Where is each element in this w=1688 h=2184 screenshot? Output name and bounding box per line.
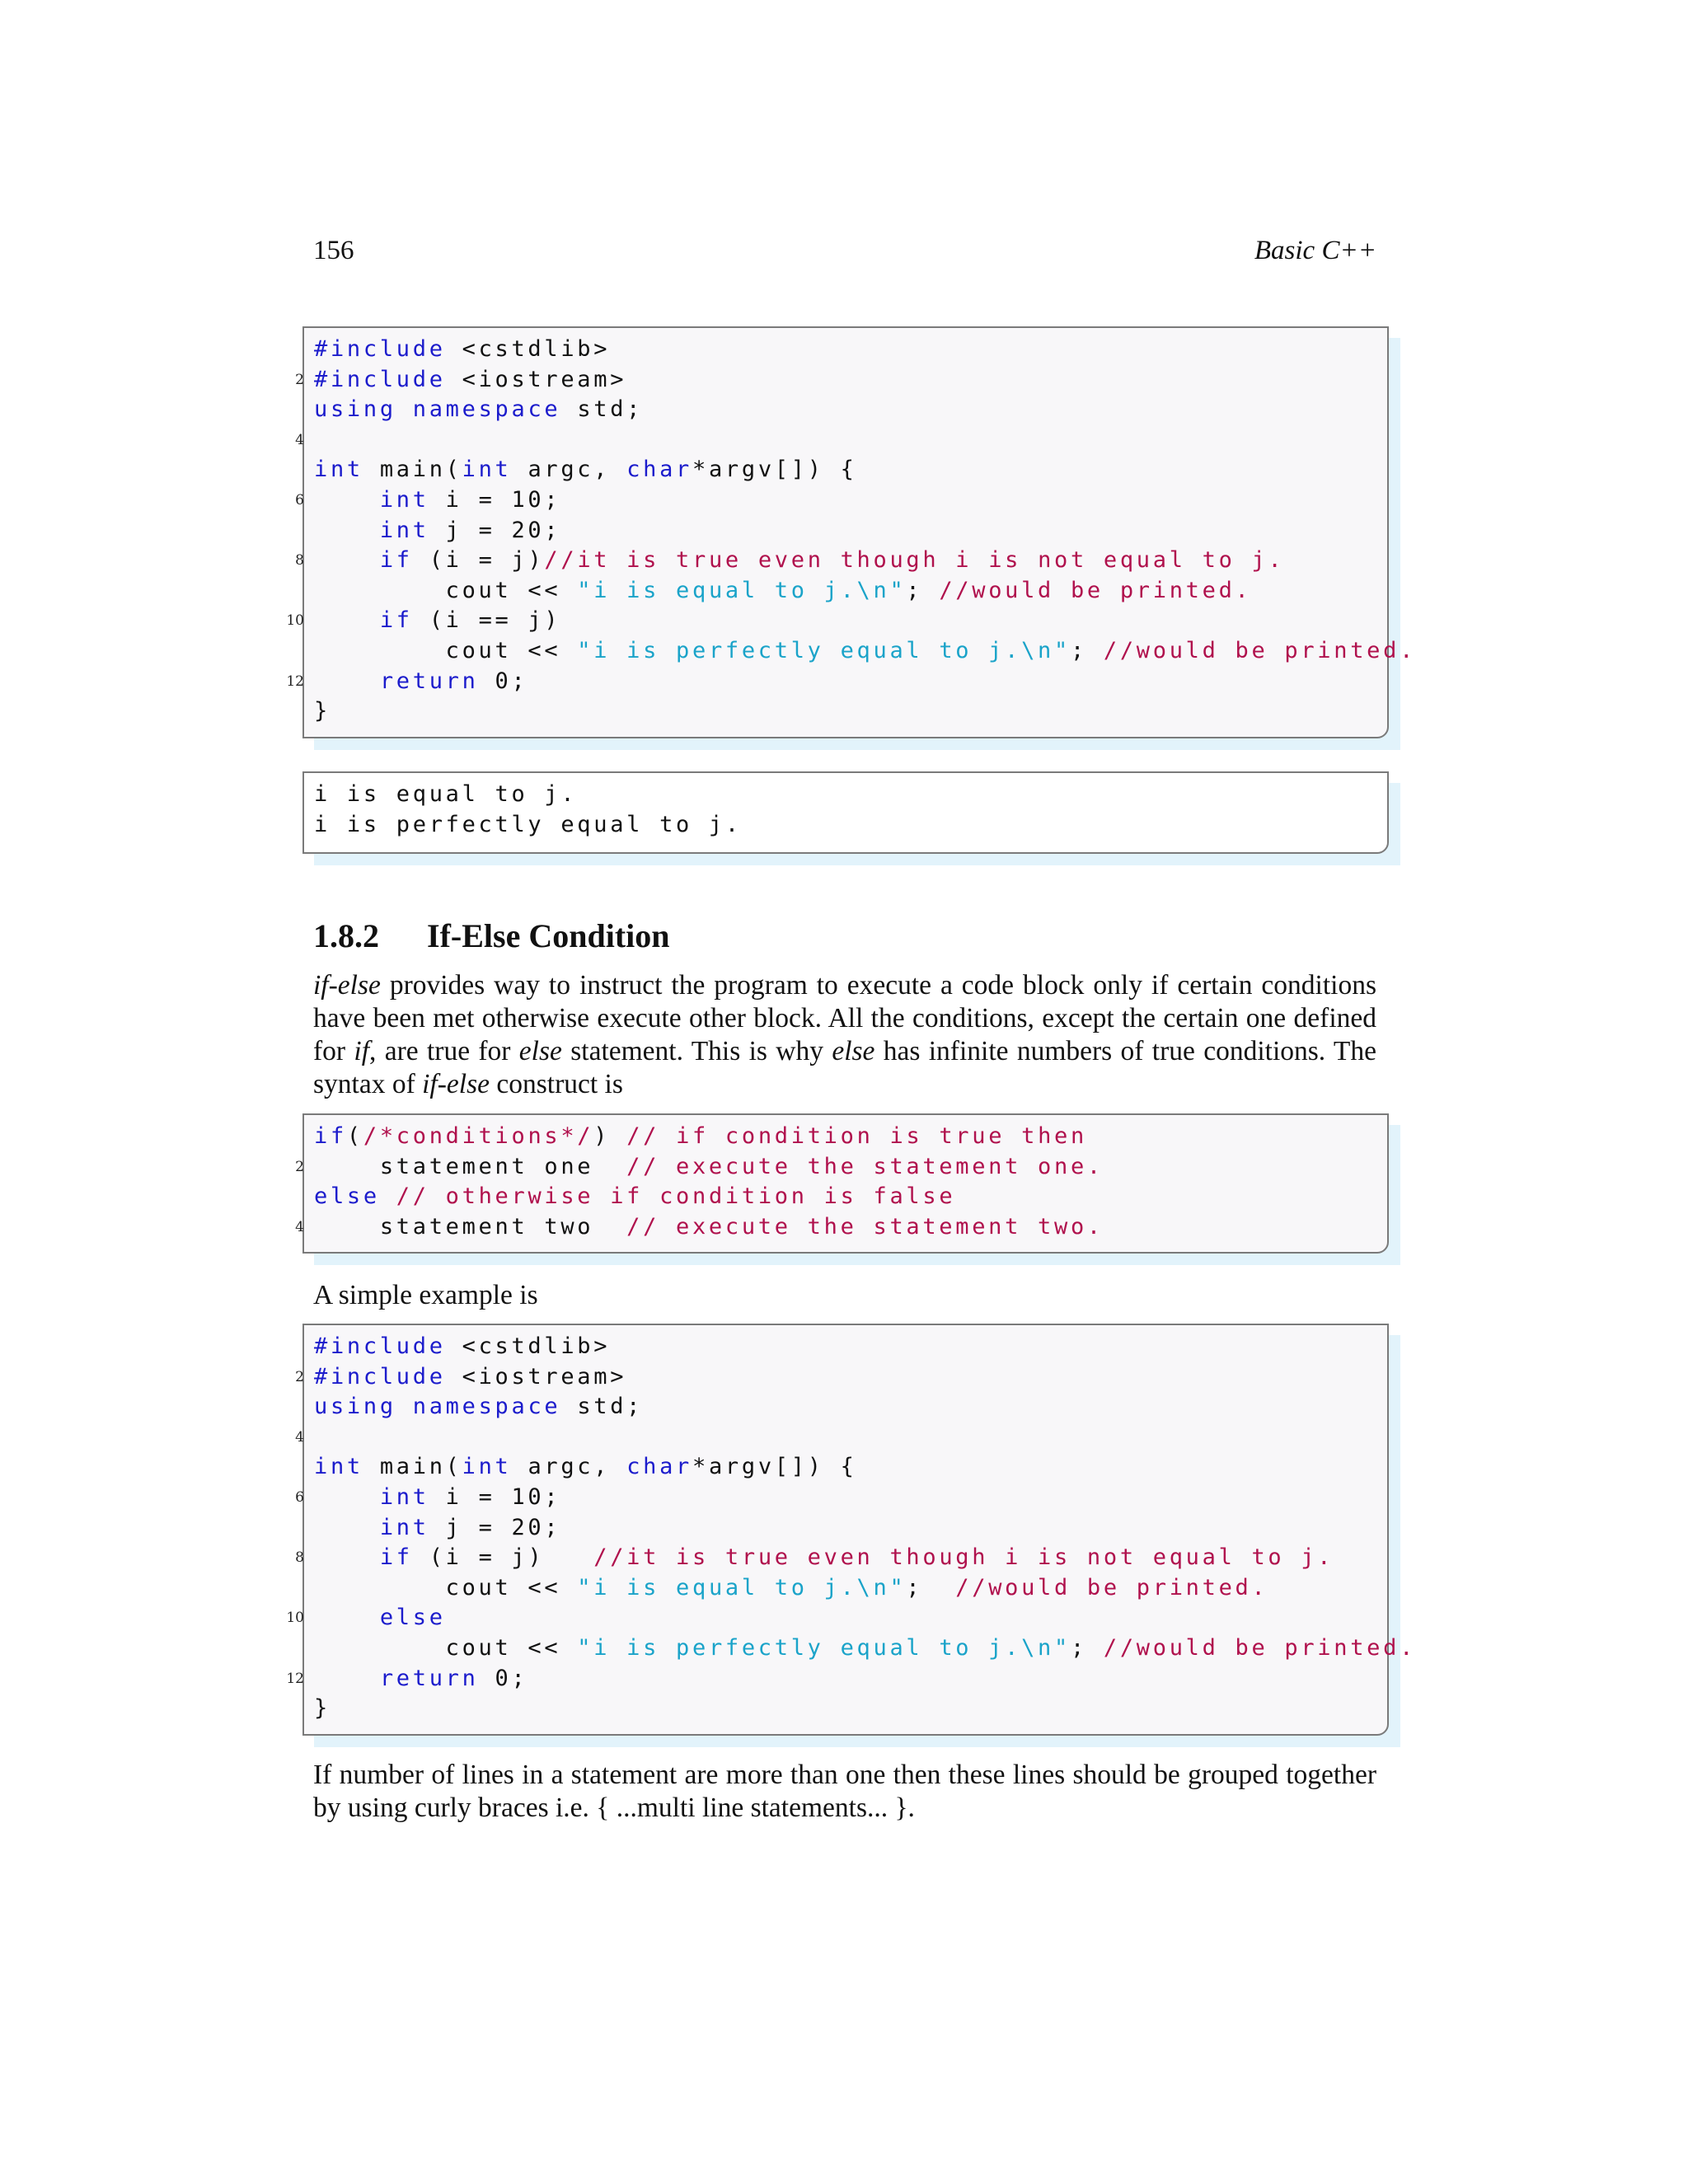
line-number: 10 (286, 612, 304, 630)
code-token: i = 10; (429, 1483, 561, 1510)
emphasis-text: if-else (313, 970, 381, 1001)
body-text: has infinite numbers of true conditions. The syntax of (313, 1036, 1376, 1099)
code-token: // execute the statement two. (626, 1213, 1104, 1240)
code-line (314, 1633, 1416, 1664)
section-title: If-Else Condition (427, 917, 670, 954)
line-number: 6 (295, 1488, 304, 1506)
code-line (295, 1543, 1416, 1573)
code-token (314, 1484, 380, 1510)
code-token: cout << (314, 637, 578, 663)
line-number: 2 (295, 1158, 304, 1175)
code-token: /*conditions*/ (363, 1123, 594, 1149)
code-token: using (314, 1394, 396, 1420)
code-line (314, 1392, 1416, 1422)
code-line (286, 667, 1416, 697)
running-title: Basic C++ (1254, 236, 1376, 265)
code-line (295, 425, 1416, 456)
code-line (286, 1603, 1416, 1633)
emphasis-text: if-else (422, 1069, 490, 1099)
code-token: (i = j) (412, 1544, 594, 1571)
code-token: ; (906, 577, 940, 603)
line-number: 4 (295, 431, 304, 448)
code-token (314, 1515, 380, 1540)
code-token: "i is perfectly equal to j.\n" (577, 1634, 1071, 1661)
code-token: #include (314, 1333, 446, 1359)
code-token: *argv[]) { (692, 1454, 857, 1480)
emphasis-text: if (354, 1036, 370, 1066)
code-token: #include (314, 366, 446, 392)
code-token: //would be printed. (1103, 637, 1417, 663)
code-token: statement two (314, 1213, 627, 1240)
code-token: *argv[]) { (692, 457, 857, 483)
code-token: ; (1070, 637, 1104, 663)
code-line (314, 1182, 1104, 1212)
code-token (314, 1605, 380, 1630)
code-token (314, 1544, 380, 1570)
code-token: (i = j) (412, 547, 545, 574)
code-token: //it is true even though i is not equal to j. (544, 547, 1285, 574)
code-token: argc, (511, 1454, 627, 1480)
code-line (295, 546, 1416, 576)
code-line (314, 1452, 1416, 1483)
code-token: int (314, 1454, 363, 1480)
code-line (314, 696, 1416, 727)
code-token: } (314, 1695, 331, 1722)
code-token: if (314, 1123, 347, 1149)
code-token (396, 1394, 413, 1419)
emphasis-text: else (518, 1036, 562, 1066)
code-token: 0; (478, 1665, 528, 1691)
code-token: if (379, 1544, 413, 1571)
code-line (286, 606, 1416, 636)
code-token: // if condition is true then (626, 1123, 1087, 1149)
code-token: int (379, 1483, 429, 1510)
code-token: <cstdlib> (445, 336, 611, 362)
body-text: A simple example is (313, 1280, 538, 1310)
paragraph-ifelse-intro (313, 969, 1376, 1101)
code-token: int (379, 1514, 429, 1540)
code-line (314, 1513, 1416, 1544)
code-token: //would be printed. (939, 577, 1252, 603)
line-number: 2 (295, 1368, 304, 1385)
code-token: else (379, 1605, 446, 1631)
code-line (314, 1573, 1416, 1604)
code-token: i is equal to j. (314, 781, 578, 807)
code-token: #include (314, 336, 446, 362)
code-token (314, 487, 380, 513)
program-output (302, 771, 1389, 854)
code-token: //it is true even though i is not equal to j. (593, 1544, 1334, 1571)
code-token: ; (1070, 1634, 1104, 1661)
code-token: int (314, 457, 363, 483)
code-token: // execute the statement one. (626, 1153, 1104, 1179)
code-line (314, 810, 742, 841)
code-token: main( (363, 457, 462, 483)
code-line (295, 1483, 1416, 1513)
code-token: <iostream> (445, 366, 627, 392)
code-token: "i is equal to j.\n" (577, 577, 907, 603)
code-token (314, 607, 380, 633)
code-token (314, 518, 380, 543)
code-token: namespace (412, 396, 561, 423)
line-number: 12 (286, 673, 304, 690)
code-token: char (626, 457, 693, 483)
body-text: If number of lines in a statement are more than one then these lines should be grouped together by using curly braces i.e. { ...multi line statements... }. (313, 1760, 1376, 1823)
page-number: 156 (313, 236, 354, 265)
emphasis-text: else (832, 1036, 875, 1066)
body-text: statement. This is why (561, 1036, 832, 1066)
code-token: #include (314, 1363, 446, 1390)
code-token: <cstdlib> (445, 1333, 611, 1359)
line-number: 8 (295, 552, 304, 569)
code-token: 0; (478, 668, 528, 694)
code-token: main( (363, 1454, 462, 1480)
line-number: 2 (295, 371, 304, 388)
code-token: j = 20; (429, 1514, 561, 1540)
code-line (295, 1212, 1104, 1243)
code-token: j = 20; (429, 517, 561, 543)
code-token: i = 10; (429, 486, 561, 513)
paragraph-curly-braces (313, 1759, 1376, 1825)
line-number: 12 (286, 1670, 304, 1687)
code-token: cout << (314, 1574, 578, 1601)
code-token (314, 668, 380, 694)
code-token: using (314, 396, 396, 423)
code-token: // otherwise if condition is false (396, 1183, 956, 1210)
code-token: "i is perfectly equal to j.\n" (577, 637, 1071, 663)
code-line (295, 1422, 1416, 1453)
section-number: 1.8.2 (313, 917, 379, 954)
code-token: ) (593, 1123, 627, 1149)
body-text: provides way to instruct the program to execute a code block only if certain conditions have been met otherwise execute other block. All the conditions, except the certain one defined for (313, 970, 1376, 1066)
code-token: cout << (314, 1634, 578, 1661)
code-line (314, 1694, 1416, 1724)
code-listing-example (286, 1324, 1417, 1736)
code-line (314, 395, 1416, 425)
code-line (314, 1332, 1416, 1362)
code-token: int (379, 486, 429, 513)
code-line (314, 335, 1416, 365)
code-line (295, 1152, 1104, 1183)
code-line (314, 780, 742, 810)
code-token: int (462, 457, 512, 483)
code-line (314, 636, 1416, 667)
line-number: 8 (295, 1549, 304, 1567)
code-token: cout << (314, 577, 578, 603)
code-token: i is perfectly equal to j. (314, 811, 742, 837)
code-token: return (379, 668, 479, 694)
code-token: //would be printed. (955, 1574, 1268, 1601)
code-token: ( (346, 1123, 363, 1149)
code-token: statement one (314, 1153, 627, 1179)
body-text: , are true for (369, 1036, 519, 1066)
code-token: //would be printed. (1103, 1634, 1417, 1661)
code-line (314, 516, 1416, 546)
code-token: } (314, 698, 331, 724)
code-token: return (379, 1665, 479, 1691)
code-token: namespace (412, 1394, 561, 1420)
code-token (314, 1666, 380, 1691)
code-line (314, 1122, 1104, 1152)
code-listing-syntax (295, 1113, 1389, 1254)
code-token (380, 1183, 396, 1209)
code-token: char (626, 1454, 693, 1480)
code-line (286, 1664, 1416, 1694)
code-token: if (379, 607, 413, 634)
line-number: 4 (295, 1218, 304, 1235)
paragraph-example-intro (313, 1279, 1376, 1312)
code-token: (i == j) (412, 607, 561, 634)
body-text: construct is (489, 1069, 623, 1099)
line-number: 10 (286, 1610, 304, 1627)
code-token: std; (560, 1394, 644, 1420)
page-header (313, 236, 1376, 272)
line-number: 4 (295, 1428, 304, 1446)
code-token: int (462, 1454, 512, 1480)
code-line (295, 1362, 1416, 1393)
code-token: <iostream> (445, 1363, 627, 1390)
line-number: 6 (295, 491, 304, 509)
code-line (314, 455, 1416, 485)
code-token: else (314, 1183, 380, 1210)
code-token (396, 396, 413, 422)
code-line (295, 365, 1416, 396)
code-token: if (379, 547, 413, 574)
code-line (314, 576, 1416, 607)
code-token: int (379, 517, 429, 543)
code-token: std; (560, 396, 644, 423)
code-token: "i is equal to j.\n" (577, 1574, 907, 1601)
code-line (295, 485, 1416, 516)
code-token: argc, (511, 457, 627, 483)
code-token (314, 547, 380, 573)
code-token: ; (906, 1574, 956, 1601)
section-heading (313, 916, 670, 955)
code-listing-equality (286, 326, 1417, 738)
